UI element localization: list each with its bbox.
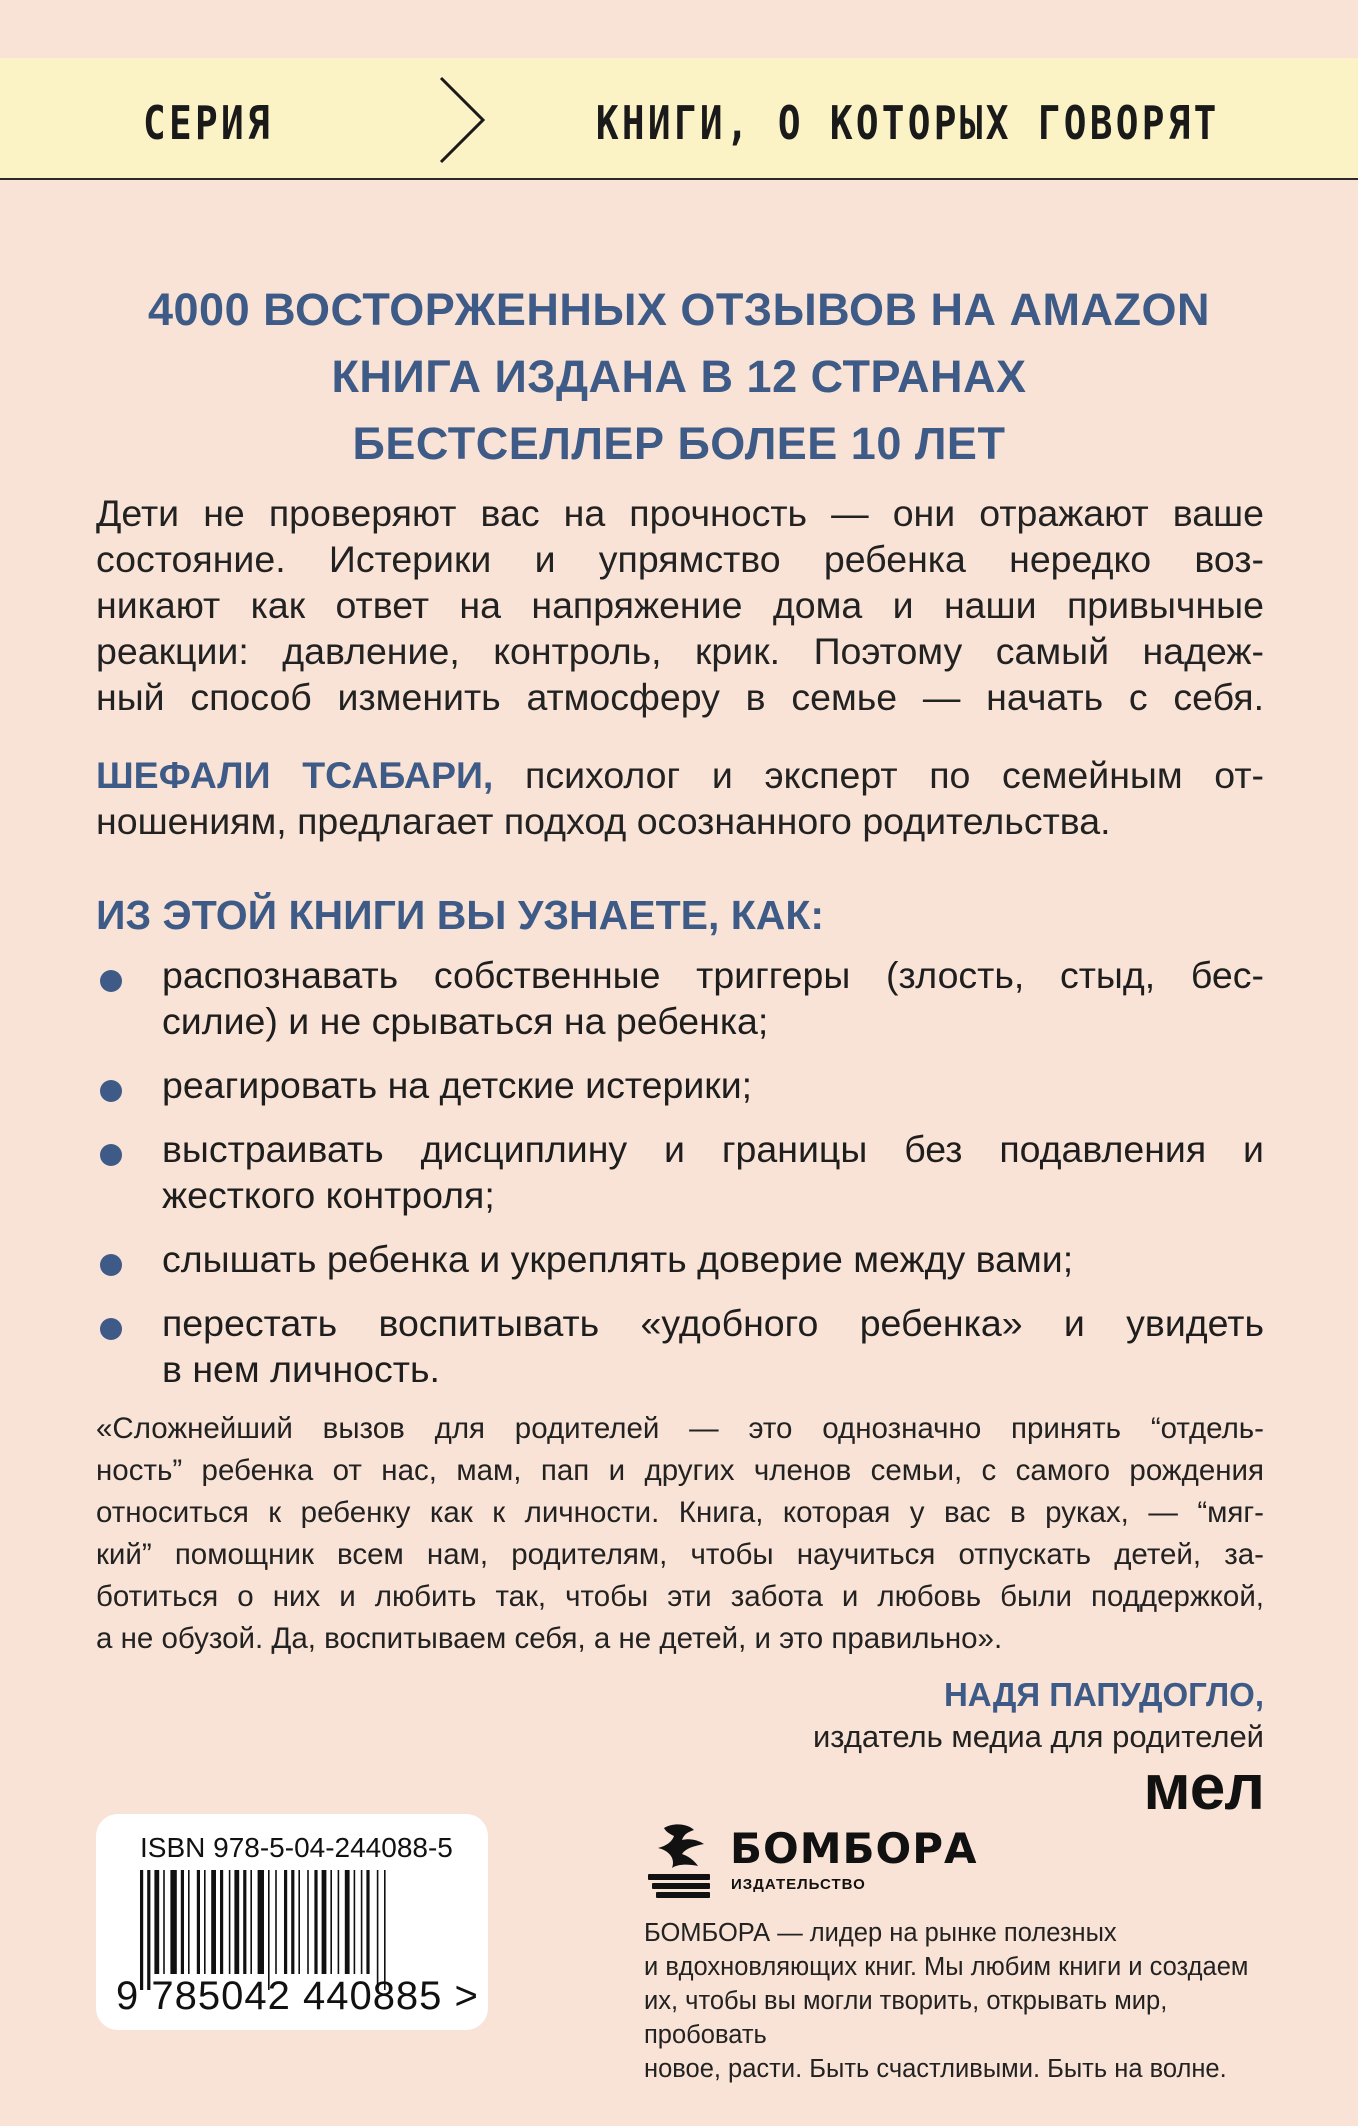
author-note-text: психолог и эксперт по семейным от- [493,754,1264,796]
bullet-icon [100,1318,122,1340]
bullet-icon [100,1080,122,1102]
list-item [96,952,1264,1044]
testimonial-quote [96,1408,1264,1660]
headline-line: КНИГА ИЗДАНА В 12 СТРАНАХ [331,351,1027,402]
publisher-name: БОМБОРА [730,1824,978,1873]
learn-title: ИЗ ЭТОЙ КНИГИ ВЫ УЗНАЕТЕ, КАК: [96,892,825,938]
list-item-line: перестать воспитывать «удобного ребенка» и увидеть [162,1302,1264,1344]
isbn-label: ISBN 978-5-04-244088-5 [140,1832,453,1863]
intro-line: ный способ изменить атмосферу в семье — начать с себя. [96,676,1264,718]
publisher-description-line: и вдохновляющих книг. Мы любим книги и создаем [644,1953,1249,1981]
quote-line: ботиться о них и любить так, чтобы эти забота и любовь были поддержкой, [96,1580,1264,1613]
author-note-line: ношениям, предлагает подход осознанного родительства. [96,800,1111,842]
author-note-line [96,752,1264,798]
publisher-description-line: БОМБОРА — лидер на рынке полезных [644,1919,1117,1947]
list-item [96,1126,1264,1218]
quote-author-role: издатель медиа для родителей [812,1719,1264,1754]
list-item [96,1062,1264,1108]
quote-line: ность” ребенка от нас, мам, пап и других членов семьи, с самого рождения [96,1454,1264,1487]
headline-line: БЕСТСЕЛЛЕР БОЛЕЕ 10 ЛЕТ [352,418,1006,469]
list-item-line: реагировать на детские истерики; [162,1064,753,1106]
quote-author: НАДЯ ПАПУДОГЛО, [943,1676,1264,1713]
quote-line: «Сложнейший вызов для родителей — это однозначно принять “отдель- [96,1412,1264,1445]
author-note [96,752,1264,844]
quote-line: относиться к ребенку как к личности. Книга, которая у вас в руках, — “мяг- [96,1496,1264,1529]
quote-line: а не обузой. Да, воспитываем себя, а не детей, и это правильно». [96,1622,1003,1655]
chevron-right-icon [437,74,487,166]
publisher-subtitle: ИЗДАТЕЛЬСТВО [731,1876,866,1893]
list-item [96,1236,1264,1282]
intro-line: Дети не проверяют вас на прочность — они отражают ваше [96,492,1264,534]
publisher-description [644,1916,1266,2086]
list-item-line: выстраивать дисциплину и границы без подавления и [162,1128,1264,1170]
intro-paragraph [96,490,1264,720]
headline [0,276,1358,477]
publisher-description-line: их, чтобы вы могли творить, открывать мир, пробовать [644,1987,1168,2049]
isbn-barcode-box [96,1814,488,2030]
media-logo: мел [1143,1751,1264,1823]
list-item-line: в нем личность. [162,1348,440,1390]
author-name: ШЕФАЛИ ТСАБАРИ, [96,754,494,796]
series-bar [0,58,1358,180]
quote-line: кий” помощник всем нам, родителям, чтобы научиться отпускать детей, за- [96,1538,1264,1571]
barcode-icon [136,1870,446,1990]
bullet-icon [100,970,122,992]
learn-list [96,952,1264,1410]
series-label: СЕРИЯ [143,96,273,150]
bullet-icon [100,1144,122,1166]
intro-line: никают как ответ на напряжение дома и наши привычные [96,584,1264,626]
intro-line: состояние. Истерики и упрямство ребенка нередко воз- [96,538,1264,580]
list-item [96,1300,1264,1392]
bullet-icon [100,1254,122,1276]
list-item-line: силие) и не срываться на ребенка; [162,1000,769,1042]
intro-line: реакции: давление, контроль, крик. Поэтому самый надеж- [96,630,1264,672]
publisher-description-line: новое, расти. Быть счастливыми. Быть на волне. [644,2055,1227,2083]
barcode-digits: 9 785042 440885 > [116,1974,479,2018]
list-item-line: распознавать собственные триггеры (злость, стыд, бес- [162,954,1264,996]
series-name: КНИГИ, О КОТОРЫХ ГОВОРЯТ [596,96,1220,150]
list-item-line: жесткого контроля; [162,1174,495,1216]
list-item-line: слышать ребенка и укреплять доверие между вами; [162,1238,1074,1280]
headline-line: 4000 ВОСТОРЖЕННЫХ ОТЗЫВОВ НА AMAZON [148,284,1210,335]
